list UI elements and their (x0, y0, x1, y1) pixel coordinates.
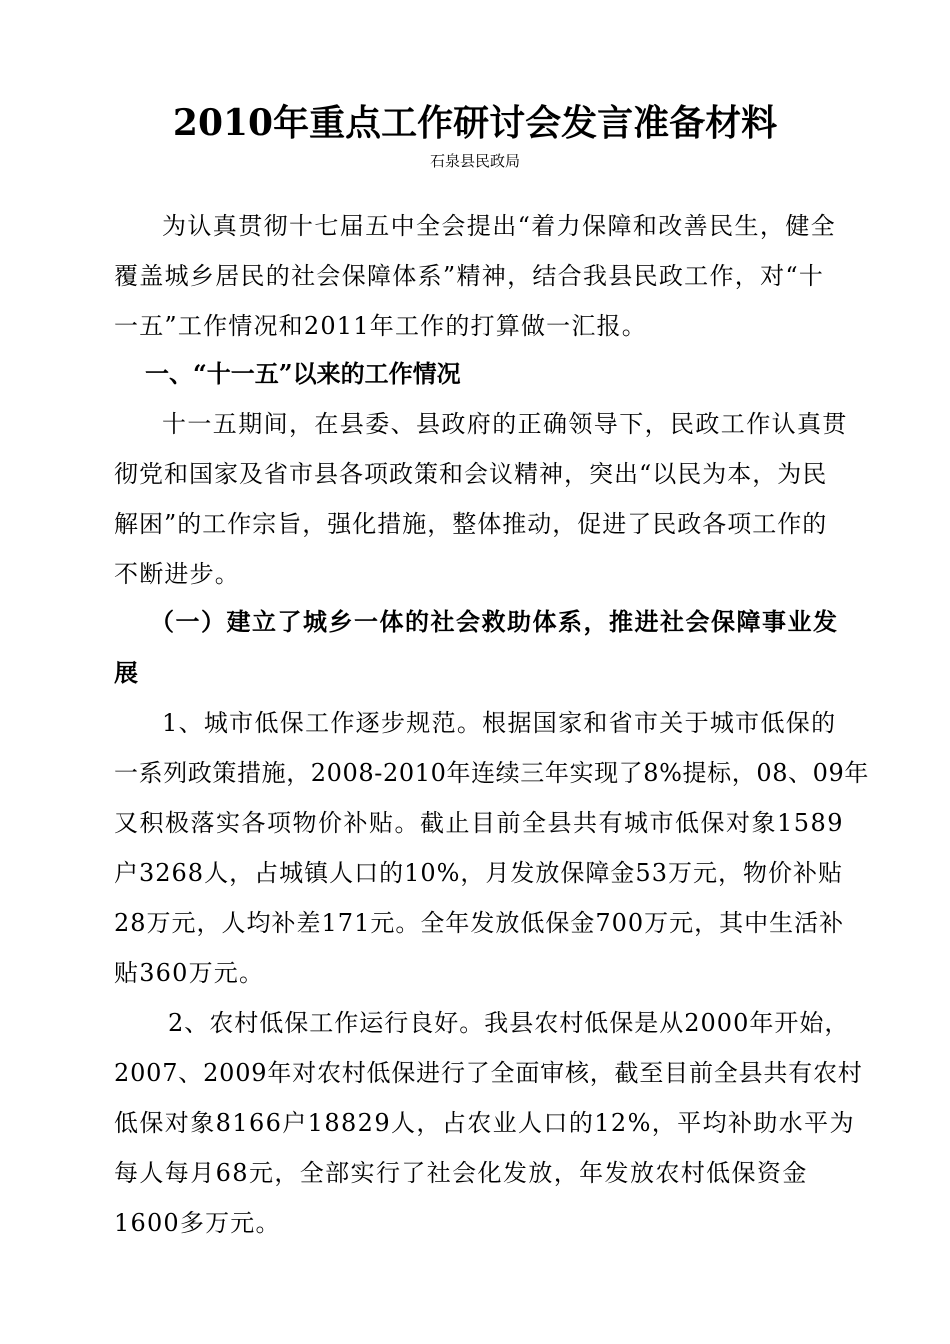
section-heading-1: 一、“十一五”以来的工作情况 (145, 359, 461, 388)
paragraph-urban-line-3: 又积极落实各项物价补贴。截止目前全县共有城市低保对象1589 (114, 809, 845, 837)
paragraph-rural-line-2: 2007、2009年对农村低保进行了全面审核，截至目前全县共有农村 (114, 1059, 863, 1087)
paragraph-rural-line-3: 低保对象8166户18829人，占农业人口的12%，平均补助水平为 (114, 1109, 855, 1137)
paragraph-urban-line-5: 28万元，人均补差171元。全年发放低保金700万元，其中生活补 (114, 909, 845, 937)
paragraph-urban-line-2: 一系列政策措施，2008-2010年连续三年实现了8%提标，08、09年 (114, 759, 870, 787)
paragraph-rural-line-1: 2、农村低保工作运行良好。我县农村低保是从2000年开始， (168, 1009, 850, 1037)
paragraph-intro-line-3: 一五”工作情况和2011年工作的打算做一汇报。 (114, 312, 647, 340)
subsection-heading-1-cont: 展 (114, 658, 138, 687)
subsection-heading-1: （一）建立了城乡一体的社会救助体系，推进社会保障事业发 (150, 607, 839, 636)
paragraph-rural-line-5: 1600多万元。 (114, 1209, 281, 1237)
document-author: 石泉县民政局 (429, 152, 520, 170)
paragraph-urban-line-4: 户3268人，占城镇人口的10%，月发放保障金53万元，物价补贴 (114, 859, 843, 887)
paragraph-overview-line-3: 解困”的工作宗旨，强化措施，整体推动，促进了民政各项工作的 (114, 510, 828, 538)
paragraph-urban-line-6: 贴360万元。 (114, 959, 265, 987)
paragraph-urban-line-1: 1、城市低保工作逐步规范。根据国家和省市关于城市低保的 (162, 709, 837, 737)
paragraph-intro-line-2: 覆盖城乡居民的社会保障体系”精神，结合我县民政工作，对“十 (114, 262, 825, 290)
paragraph-rural-line-4: 每人每月68元，全部实行了社会化发放，年发放农村低保资金 (114, 1159, 808, 1187)
paragraph-overview-line-4: 不断进步。 (114, 560, 240, 588)
paragraph-intro-line-1: 为认真贯彻十七届五中全会提出“着力保障和改善民生，健全 (162, 212, 837, 240)
paragraph-overview-line-1: 十一五期间，在县委、县政府的正确领导下，民政工作认真贯 (162, 410, 848, 438)
paragraph-overview-line-2: 彻党和国家及省市县各项政策和会议精神，突出“以民为本，为民 (114, 460, 828, 488)
document-title: 2010年重点工作研讨会发言准备材料 (172, 102, 778, 144)
